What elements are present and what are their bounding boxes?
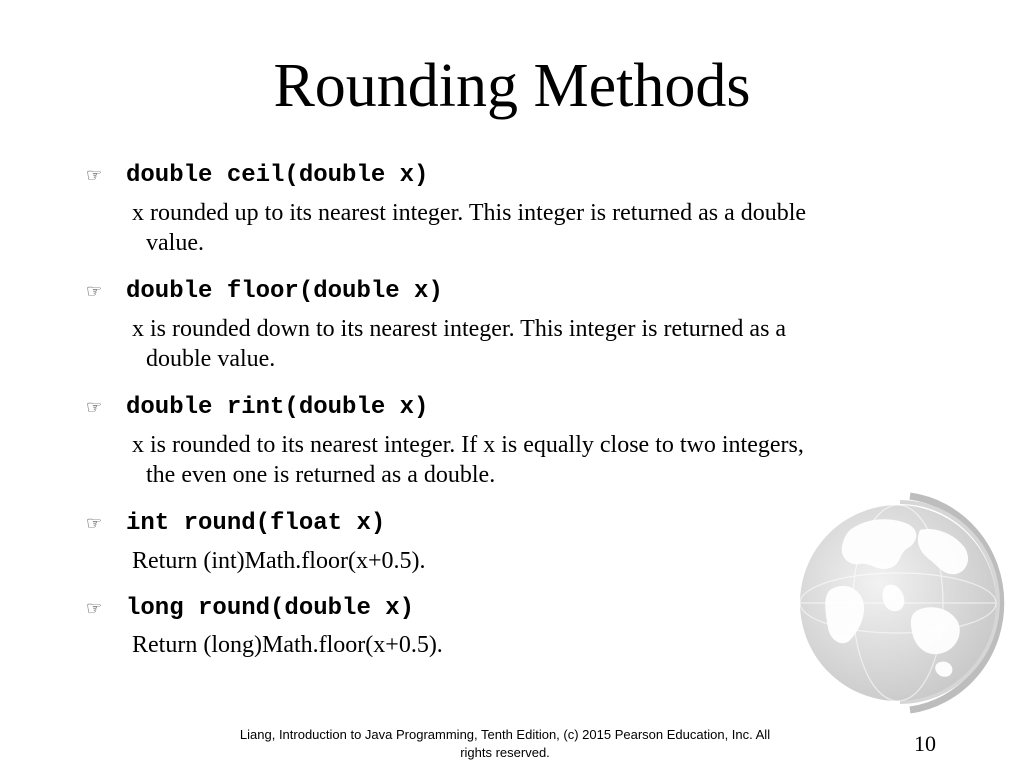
method-description — [132, 546, 962, 576]
method-signature: int round(float x) — [126, 510, 386, 537]
method-signature: double rint(double x) — [126, 394, 429, 421]
method-signature-item — [86, 510, 986, 540]
method-signature-item — [86, 394, 986, 424]
method-description — [132, 430, 962, 490]
description-line: x rounded up to its nearest integer. This integer is returned as a double — [132, 200, 807, 226]
description-line: x is rounded down to its nearest integer. This integer is returned as a — [132, 316, 787, 342]
description-line: Return (long)Math.floor(x+0.5). — [132, 632, 443, 658]
method-signature-item — [86, 595, 986, 625]
method-signature: long round(double x) — [126, 595, 415, 622]
pointing-hand-icon: ☞ — [86, 598, 103, 619]
pointing-hand-icon: ☞ — [86, 281, 103, 302]
footer-copyright — [205, 726, 805, 762]
slide-title: Rounding Methods — [273, 52, 751, 120]
description-line: x is rounded to its nearest integer. If x is equally close to two integers, — [132, 432, 804, 458]
description-line: Return (int)Math.floor(x+0.5). — [132, 548, 426, 574]
method-description — [132, 314, 962, 374]
footer-line: Liang, Introduction to Java Programming, Tenth Edition, (c) 2015 Pearson Education, Inc. All — [239, 727, 771, 742]
footer-line: rights reserved. — [460, 745, 550, 760]
method-signature: double floor(double x) — [126, 278, 443, 305]
description-line: double value. — [146, 346, 276, 372]
method-signature-item — [86, 162, 986, 192]
pointing-hand-icon: ☞ — [86, 165, 103, 186]
pointing-hand-icon: ☞ — [86, 513, 103, 534]
pointing-hand-icon: ☞ — [86, 397, 103, 418]
method-description — [132, 630, 962, 660]
page-number: 10 — [914, 731, 936, 756]
method-signature-item — [86, 278, 986, 308]
method-description — [132, 198, 962, 258]
description-line: value. — [146, 230, 204, 256]
method-signature: double ceil(double x) — [126, 162, 429, 189]
description-line: the even one is returned as a double. — [146, 462, 496, 488]
